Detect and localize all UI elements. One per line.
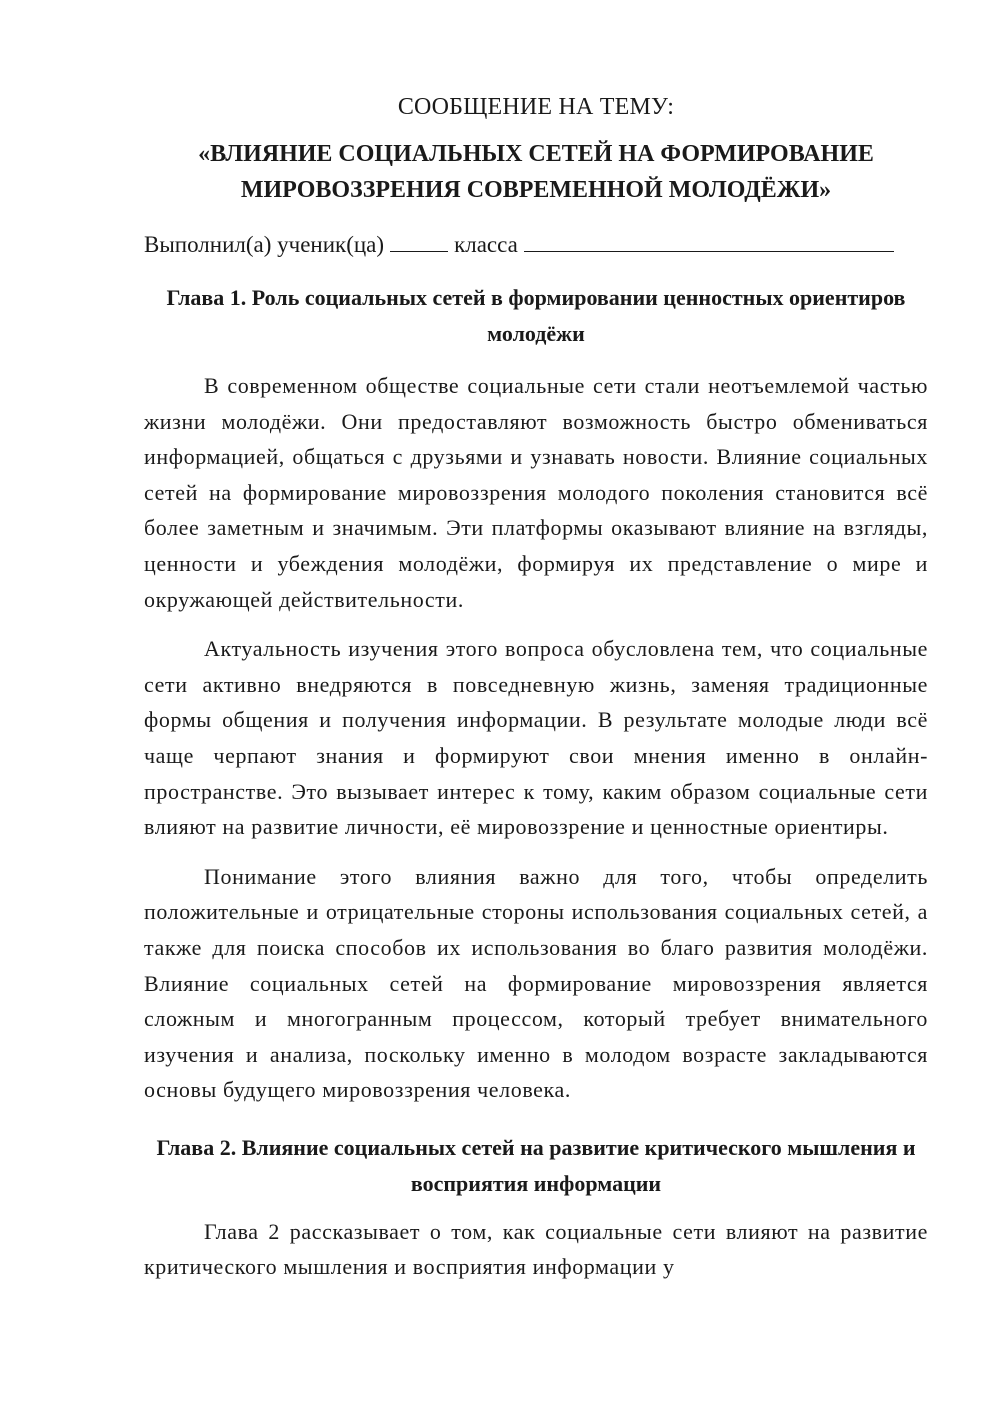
document-title-line-1: «ВЛИЯНИЕ СОЦИАЛЬНЫХ СЕТЕЙ НА ФОРМИРОВАНИЕ bbox=[198, 141, 874, 167]
document-title bbox=[144, 136, 928, 208]
document-title-line-2: МИРОВОЗЗРЕНИЯ СОВРЕМЕННОЙ МОЛОДЁЖИ» bbox=[240, 177, 832, 203]
author-prefix: Выполнил(а) ученик(ца) bbox=[144, 232, 385, 257]
author-class-label: класса bbox=[454, 232, 518, 257]
name-blank bbox=[524, 229, 894, 252]
chapter-2-paragraph-1: Глава 2 рассказывает о том, как социальные сети влияют на развитие критического мышления и восприятия информации у bbox=[144, 1218, 928, 1280]
chapter-1-paragraph-1: В современном обществе социальные сети стали неотъемлемой частью жизни молодёжи. Они предоставляют возможность быстро обмениваться информацией, общаться с друзьями и узнавать новости. Влияние социальных сетей на формирование мировоззрения молодого поколения становится всё более заметным и значимым. Эти платформы оказывают влияние на взгляды, ценности и убеждения молодёжи, формируя их представление о мире и окружающей действительности. bbox=[144, 373, 928, 612]
chapter-1-paragraph-2: Актуальность изучения этого вопроса обусловлена тем, что социальные сети активно внедряются в повседневную жизнь, заменяя традиционные формы общения и получения информации. В результате молодые люди всё чаще черпают знания и формируют свои мнения именно в онлайн-пространстве. Это вызывает интерес к тому, каким образом социальные сети влияют на развитие личности, её мировоззрение и ценностные ориентиры. bbox=[144, 636, 928, 840]
chapter-2-title: Глава 2. Влияние социальных сетей на развитие критического мышления и восприятия информации bbox=[156, 1134, 916, 1196]
class-blank bbox=[390, 229, 448, 252]
chapter-1-title: Глава 1. Роль социальных сетей в формировании ценностных ориентиров молодёжи bbox=[166, 285, 906, 346]
chapter-1-paragraph-3: Понимание этого влияния важно для того, чтобы определить положительные и отрицательные стороны использования социальных сетей, а также для поиска способов их использования во благо развития молодёжи. Влияние социальных сетей на формирование мировоззрения является сложным и многогранным процессом, который требует внимательного изучения и анализа, поскольку именно в молодом возрасте закладываются основы будущего мировоззрения человека. bbox=[144, 863, 928, 1103]
document-subtitle: СООБЩЕНИЕ НА ТЕМУ: bbox=[397, 94, 675, 120]
author-line bbox=[144, 228, 928, 262]
document-page bbox=[144, 92, 928, 1285]
